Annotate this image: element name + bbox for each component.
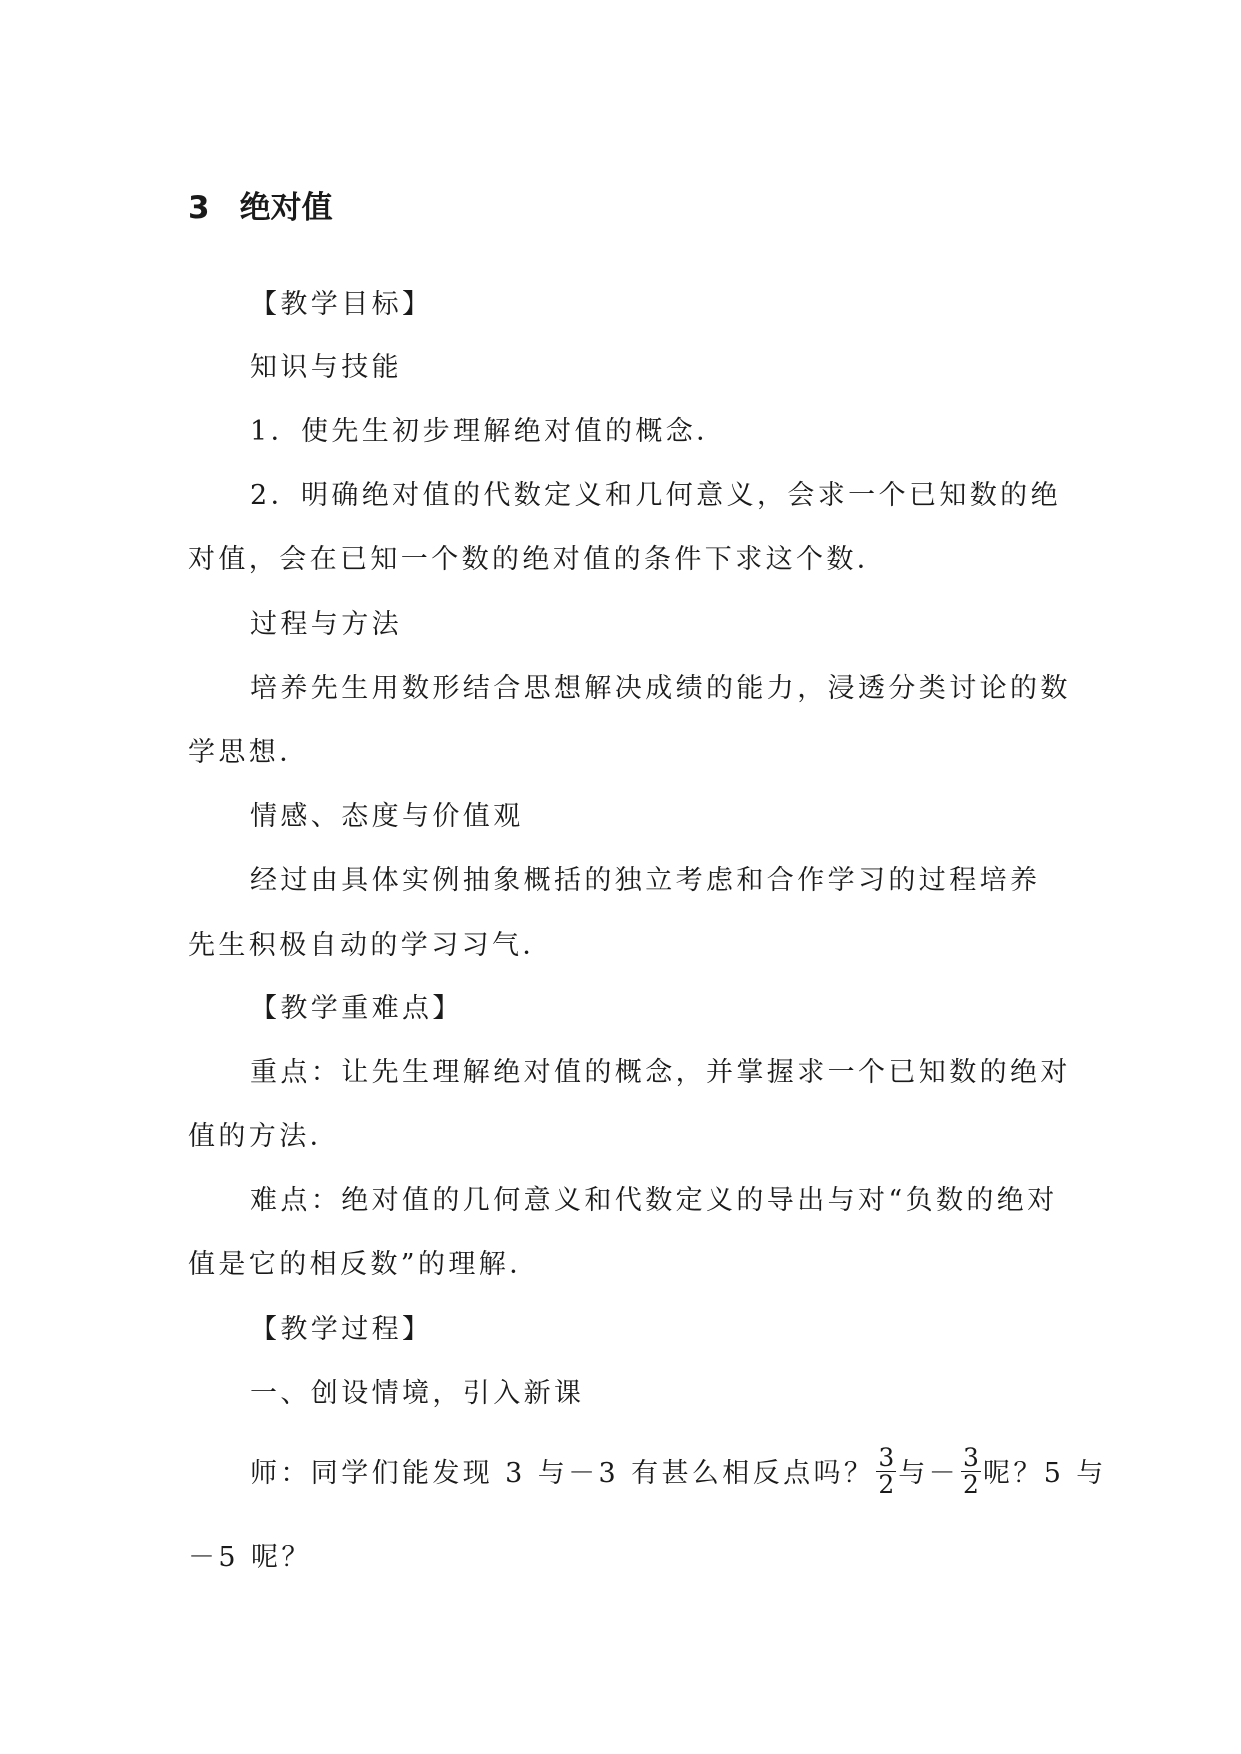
fraction-three-halves (876, 1445, 896, 1498)
difficulty-line-2: 值是它的相反数”的理解． (188, 1249, 540, 1280)
teacher-question-text-c: 呢？5 与 (982, 1458, 1107, 1489)
process-heading: 过程与方法 (250, 609, 402, 640)
knowledge-heading: 知识与技能 (250, 352, 402, 383)
fraction-negative-three-halves (961, 1445, 981, 1498)
step-1-heading: 一、创设情境，引入新课 (250, 1378, 585, 1409)
objectives-heading: 【教学目标】 (250, 289, 433, 320)
key-point-line-2: 值的方法． (188, 1121, 340, 1152)
process-paragraph-line-2: 学思想． (188, 737, 310, 768)
objective-item-1: 1．使先生初步理解绝对值的概念． (250, 416, 727, 447)
key-point-line-1: 重点：让先生理解绝对值的概念，并掌握求一个已知数的绝对 (250, 1057, 1071, 1088)
fraction-numerator: 3 (963, 1443, 979, 1472)
emotion-paragraph-line-1: 经过由具体实例抽象概括的独立考虑和合作学习的过程培养 (250, 865, 1041, 896)
fraction-denominator: 2 (963, 1470, 979, 1499)
teacher-question-text-a: 师：同学们能发现 3 与－3 有甚么相反点吗？ (250, 1458, 875, 1489)
title-text: 绝对值 (239, 190, 333, 226)
keypoints-heading: 【教学重难点】 (250, 993, 463, 1024)
emotion-heading: 情感、态度与价值观 (250, 801, 524, 832)
page-title (188, 188, 333, 228)
objective-item-2-line-1: 2．明确绝对值的代数定义和几何意义，会求一个已知数的绝 (250, 480, 1061, 511)
fraction-denominator: 2 (878, 1470, 895, 1499)
procedure-heading: 【教学过程】 (250, 1314, 433, 1345)
difficulty-line-1: 难点：绝对值的几何意义和代数定义的导出与对“负数的绝对 (250, 1185, 1058, 1216)
process-paragraph-line-1: 培养先生用数形结合思想解决成绩的能力，浸透分类讨论的数 (250, 673, 1071, 704)
teacher-question-text-b: 与－ (898, 1458, 960, 1489)
title-number: 3 (188, 190, 210, 226)
objective-item-2-line-2: 对值，会在已知一个数的绝对值的条件下求这个数． (188, 544, 888, 575)
teacher-question-line-1 (250, 1443, 1107, 1501)
fraction-numerator: 3 (878, 1443, 895, 1472)
emotion-paragraph-line-2: 先生积极自动的学习习气． (188, 930, 553, 961)
teacher-question-line-2: －5 呢？ (188, 1542, 312, 1573)
